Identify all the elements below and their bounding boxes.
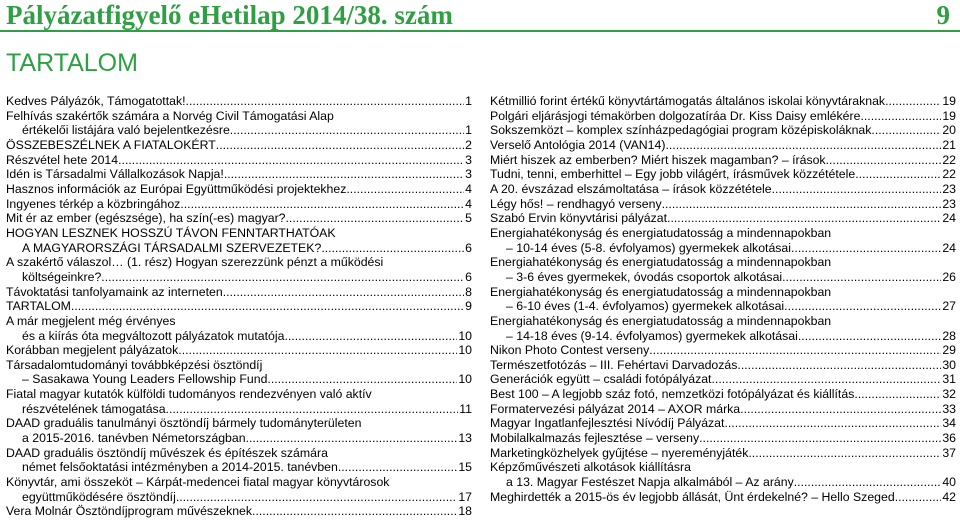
toc-entry-title: Formatervezési pályázat 2014 – AXOR márka [490, 401, 741, 416]
toc-entry[interactable] [490, 94, 956, 109]
dot-leader [267, 372, 457, 387]
toc-entry-title: Polgári eljárásjogi témakörben dolgozatíráa Dr. Kiss Daisy emlékére [490, 108, 861, 123]
dot-leader [246, 431, 458, 446]
toc-entry-title: A 20. évszázad elszámoltatása – írások közzététele [490, 181, 772, 196]
toc-entry-title-line: Energiahatékonyság és energiatudatosság a mindennapokban [490, 284, 832, 299]
dot-leader [178, 343, 457, 358]
dot-leader [854, 387, 941, 402]
toc-entry[interactable] [6, 94, 472, 109]
toc-entry[interactable] [6, 416, 472, 445]
toc-entry-page: 42 [942, 489, 956, 504]
toc-entry-page: 33 [942, 401, 956, 416]
toc-entry[interactable] [6, 358, 472, 387]
toc-entry-page: 6 [465, 240, 472, 255]
dot-leader [740, 402, 941, 417]
toc-entry-title-line: A szakértő válaszol… (1. rész) Hogyan szerezzünk pénzt a működési [6, 255, 384, 270]
dot-leader [252, 504, 457, 519]
toc-entry-page: 1 [465, 123, 472, 138]
toc-entry-title-line: Képzőművészeti alkotások kiállításra [490, 460, 691, 475]
toc-entry-page: 18 [458, 504, 472, 519]
toc-entry[interactable] [6, 109, 472, 138]
toc-entry[interactable] [490, 109, 956, 124]
page-number: 9 [936, 0, 950, 30]
dot-leader [346, 182, 464, 197]
dot-leader [166, 402, 459, 417]
toc-entry[interactable] [490, 167, 956, 182]
dot-leader [699, 431, 941, 446]
dot-leader [782, 270, 941, 285]
toc-entry-title: Kedves Pályázók, Támogatottak! [6, 94, 186, 108]
toc-entry-title-line: Energiahatékonyság és energiatudatosság a mindennapokban [490, 313, 832, 328]
toc-entry[interactable] [490, 182, 956, 197]
toc-entry-page: 13 [458, 431, 472, 446]
dot-leader [186, 94, 465, 109]
toc-entry-page: 34 [942, 416, 956, 431]
toc-entry-title-line: DAAD graduális tanulmányi ösztöndíj bármely tudományterületen [6, 416, 362, 431]
dot-leader [176, 490, 458, 505]
toc-entry-title: Részvétel hete 2014 [6, 152, 119, 167]
toc-entry-title: Miért hiszek az emberben? Miért hiszek magamban? – írások [490, 152, 826, 167]
toc-entry[interactable] [490, 123, 956, 138]
toc-entry[interactable] [490, 226, 956, 255]
toc-entry-page: 3 [465, 167, 472, 182]
toc-entry[interactable] [6, 446, 472, 475]
toc-column-left [6, 94, 472, 519]
toc-entry[interactable] [6, 255, 472, 284]
toc-entry-page: 1 [465, 94, 472, 108]
toc-entry-title: – 3-6 éves gyermekek, óvodás csoportok alkotásai [506, 269, 783, 284]
toc-entry-page: 4 [465, 181, 472, 196]
dot-leader [216, 138, 464, 153]
toc-entry-title: Tudni, tenni, emberhittel – Egy jobb világért, írásművek közzététele [490, 167, 856, 182]
toc-entry[interactable] [490, 153, 956, 168]
toc-entry[interactable] [490, 285, 956, 314]
toc-entry-title: a 2015-2016. tanévben Németországban [22, 431, 246, 446]
toc-entry-title: Légy hős! – rendhagyó verseny [490, 196, 662, 211]
toc-entry-page: 10 [458, 372, 472, 387]
dot-leader [784, 299, 941, 314]
toc-entry-title: Verselő Antológia 2014 (VAN14) [490, 137, 666, 152]
dot-leader [724, 416, 941, 431]
toc-entry-title: – 6-10 éves (1-4. évfolyamos) gyermekek alkotásai [506, 299, 785, 314]
toc-entry-page: 27 [942, 299, 956, 314]
toc-entry-title: német felsőoktatási intézményben a 2014-2015. tanévben [22, 460, 338, 475]
toc-entry-page: 22 [942, 167, 956, 182]
toc-entry-title-line: DAAD graduális ösztöndíj művészek és építészek számára [6, 445, 328, 460]
toc-entry[interactable] [490, 138, 956, 153]
toc-entry-title: együttműködésére ösztöndíj [22, 489, 176, 504]
toc-entry[interactable] [6, 226, 472, 255]
toc-entry-title: Ingyenes térkép a közbringához [6, 196, 181, 211]
toc-entry-title: TARTALOM [6, 299, 71, 314]
toc-entry-title: Magyar Ingatlanfejlesztési Nívódíj Pályázat [490, 416, 725, 431]
dot-leader [286, 211, 465, 226]
toc-entry[interactable] [6, 138, 472, 153]
toc-entry-title: A MAGYARORSZÁGI TÁRSADALMI SZERVEZETEK? [22, 240, 322, 255]
dot-leader [794, 475, 942, 490]
toc-entry[interactable] [490, 416, 956, 431]
toc-entry-page: 2 [465, 137, 472, 152]
toc-entry[interactable] [6, 387, 472, 416]
dot-leader [711, 372, 941, 387]
toc-entry[interactable] [490, 343, 956, 358]
dot-leader [224, 167, 464, 182]
toc-entry[interactable] [6, 475, 472, 504]
toc-entry-title-line: Társadalomtudományi továbbképzési ösztöndíj [6, 357, 263, 372]
dot-leader [791, 241, 941, 256]
toc-entry-page: 26 [942, 269, 956, 284]
toc-entry[interactable] [490, 431, 956, 446]
dot-leader [855, 167, 941, 182]
dot-leader [826, 153, 942, 168]
dot-leader [772, 182, 942, 197]
toc-entry-title-line: Energiahatékonyság és energiatudatosság a mindennapokban [490, 225, 832, 240]
toc-entry-page: 5 [465, 211, 472, 226]
toc-entry-title: Korábban megjelent pályázatok [6, 343, 179, 358]
toc-entry-page: 31 [942, 372, 956, 387]
dot-leader [662, 197, 942, 212]
toc-entry-page: 19 [942, 108, 956, 123]
toc-entry-title: – Sasakawa Young Leaders Fellowship Fund [22, 372, 268, 387]
toc-entry-page: 36 [942, 431, 956, 446]
toc-entry-title: Mobilalkalmazás fejlesztése – verseny [490, 431, 700, 446]
toc-entry-page: 23 [942, 196, 956, 211]
toc-entry-title: Nikon Photo Contest verseny [490, 343, 650, 358]
toc-entry-page: 15 [458, 460, 472, 475]
toc-entry[interactable] [490, 358, 956, 373]
toc-entry-title: Mit ér az ember (egészsége), ha szín(-es) magyar? [6, 211, 286, 226]
dot-leader [649, 343, 941, 358]
toc-entry-title: Kétmillió forint értékű könyvtártámogatás általános iskolai könyvtáraknak [490, 94, 886, 108]
dot-leader [798, 329, 941, 344]
toc-entry-page: 8 [465, 284, 472, 299]
dot-leader [737, 358, 941, 373]
toc-entry-page: 28 [942, 328, 956, 343]
toc-entry-page: 9 [465, 299, 472, 314]
toc-entry-page: 10 [458, 343, 472, 358]
toc-entry-page: 17 [458, 489, 472, 504]
toc-entry[interactable] [490, 314, 956, 343]
toc-entry[interactable] [6, 299, 472, 314]
toc-entry[interactable] [490, 490, 956, 505]
toc-entry-title: Vera Molnár Ösztöndíjprogram művészeknek [6, 504, 253, 519]
toc-entry-page: 3 [465, 152, 472, 167]
toc-entry[interactable] [490, 387, 956, 402]
toc-entry-title: Természetfotózás – III. Fehértavi Darvadozás [490, 357, 738, 372]
toc-entry-page: 37 [942, 445, 956, 460]
toc-entry[interactable] [6, 504, 472, 519]
toc-entry-title: Hasznos információk az Európai Együttműködési projektekhez [6, 181, 347, 196]
toc-entry-page: 24 [942, 211, 956, 226]
toc-entry-page: 24 [942, 240, 956, 255]
dot-leader [71, 299, 464, 314]
toc-entry-page: 20 [942, 123, 956, 138]
toc-entry[interactable] [490, 255, 956, 284]
toc-entry[interactable] [6, 343, 472, 358]
toc-entry[interactable] [6, 211, 472, 226]
toc-entry-title: Meghirdették a 2015-ös év legjobb állását, Ünt érdekelné? – Hello Szeged [490, 489, 895, 504]
toc-entry-title: Sokszemközt – komplex színházpedagógiai program középiskoláknak [490, 123, 872, 138]
dot-leader [180, 197, 464, 212]
dot-leader [223, 285, 464, 300]
toc-entry-title: Távoktatási tanfolyamaink az interneten [6, 284, 223, 299]
toc-entry-page: 6 [465, 269, 472, 284]
publication-title: Pályázatfigyelő eHetilap 2014/38. szám [6, 0, 453, 30]
toc-entry-page: 19 [942, 94, 956, 108]
toc-column-right [490, 94, 956, 504]
toc-entry-title-line: A már megjelent még érvényes [6, 313, 176, 328]
toc-entry-title: a 13. Magyar Festészet Napja alkalmából – Az arány [506, 475, 794, 490]
toc-entry-title: költségeinkre? [22, 269, 102, 284]
dot-leader [321, 241, 464, 256]
dot-leader [338, 460, 457, 475]
toc-entry-page: 10 [458, 328, 472, 343]
toc-entry-page: 40 [942, 475, 956, 490]
dot-leader [665, 138, 941, 153]
toc-entry-title: Idén is Társadalmi Vállalkozások Napja! [6, 167, 224, 182]
dot-leader [860, 109, 941, 124]
toc-entry-page: 30 [942, 357, 956, 372]
toc-entry-title: Szabó Ervin könyvtárisi pályázat [490, 211, 668, 226]
toc-entry[interactable] [490, 446, 956, 461]
toc-entry[interactable] [490, 211, 956, 226]
toc-entry[interactable] [6, 167, 472, 182]
toc-entry-page: 32 [942, 387, 956, 402]
toc-entry[interactable] [6, 182, 472, 197]
toc-entry[interactable] [6, 197, 472, 212]
page-header [0, 0, 960, 32]
toc-entry-title: ÖSSZEBESZÉLNEK A FIATALOKÉRT [6, 137, 216, 152]
toc-entry[interactable] [6, 314, 472, 343]
dot-leader [284, 329, 457, 344]
toc-entry-page: 23 [942, 181, 956, 196]
toc-entry-page: 21 [942, 137, 956, 152]
toc-entry-title: Generációk együtt – családi fotópályázat [490, 372, 712, 387]
toc-entry[interactable] [6, 153, 472, 168]
dot-leader [895, 490, 942, 505]
toc-entry-page: 22 [942, 152, 956, 167]
toc-entry-title-line: HOGYAN LESZNEK HOSSZÚ TÁVON FENNTARTHATÓAK [6, 225, 336, 240]
toc-entry-page: 4 [465, 196, 472, 211]
dot-leader [118, 153, 464, 168]
toc-entry[interactable] [490, 460, 956, 489]
toc-entry[interactable] [6, 285, 472, 300]
toc-entry-title-line: Könyvtár, ami összeköt – Kárpát-medencei fiatal magyar könyvtárosok [6, 475, 390, 490]
toc-entry-title: – 14-18 éves (9-14. évfolyamos) gyermekek alkotásai [506, 328, 798, 343]
toc-entry-title: és a kiírás óta megváltozott pályázatok mutatója [22, 328, 285, 343]
toc-entry-page: 11 [459, 401, 472, 416]
dot-leader [101, 270, 464, 285]
toc-entry[interactable] [490, 197, 956, 212]
dot-leader [667, 211, 941, 226]
dot-leader [885, 94, 941, 109]
toc-entry-title: Best 100 – A legjobb száz fotó, nemzetközi fotópályázat és kiállítás [490, 387, 855, 402]
toc-entry-title-line: Energiahatékonyság és energiatudatosság a mindennapokban [490, 255, 832, 270]
toc-entry-title: – 10-14 éves (5-8. évfolyamos) gyermekek alkotásai [506, 240, 792, 255]
toc-entry-title-line: Felhívás szakértők számára a Norvég Civil Támogatási Alap [6, 108, 334, 123]
toc-entry[interactable] [490, 372, 956, 387]
dot-leader [748, 446, 941, 461]
dot-leader [871, 123, 941, 138]
toc-entry-title-line: Fiatal magyar kutatók külföldi tudományos rendezvényen való aktív [6, 387, 372, 402]
toc-heading: TARTALOM [6, 49, 138, 77]
toc-entry-title: értékelői listájára való bejelentkezésre [22, 123, 230, 138]
toc-entry-page: 29 [942, 343, 956, 358]
toc-entry-title: részvételének támogatása [22, 401, 166, 416]
dot-leader [230, 123, 464, 138]
toc-entry[interactable] [490, 402, 956, 417]
toc-entry-title: Marketingközhelyek gyűjtése – nyereményjáték [490, 445, 749, 460]
